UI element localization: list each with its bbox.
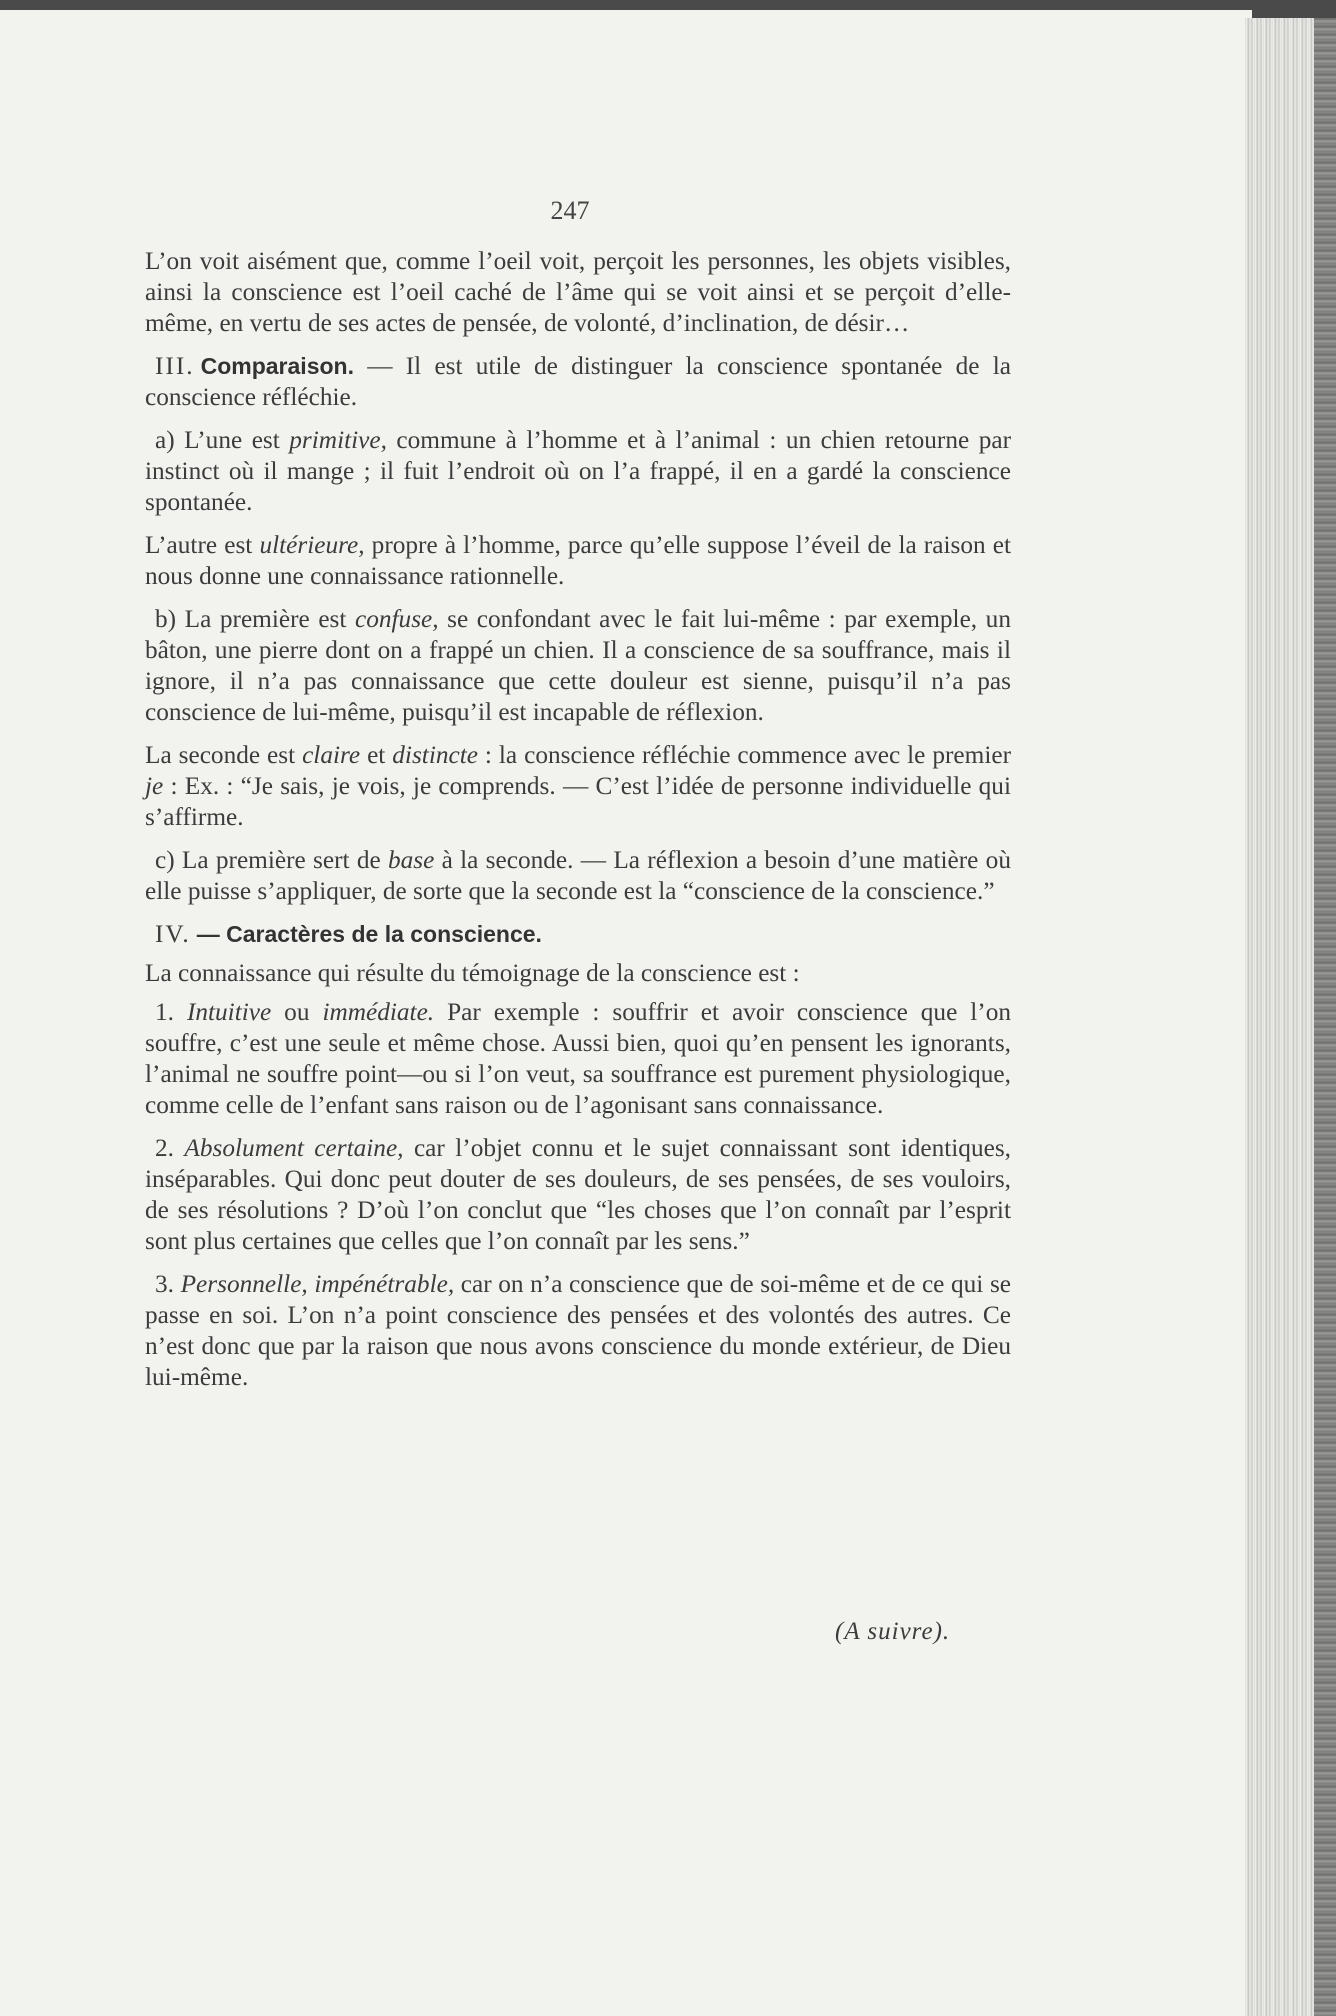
text-run: c) La première sert de <box>155 846 388 874</box>
paragraph-autre <box>145 530 1011 592</box>
text-run: : la conscience réfléchie commence avec le premier <box>478 741 1011 769</box>
italic-term: je <box>145 772 164 800</box>
italic-term: ultérieure, <box>259 531 365 559</box>
text-run: 3. <box>155 1270 181 1298</box>
paragraph-seconde <box>145 740 1011 833</box>
book-page-edges <box>1245 18 1336 2016</box>
italic-term: base <box>388 846 435 874</box>
section-heading-caracteres: — Caractères de la conscience. <box>196 921 542 947</box>
italic-term: Absolument certaine, <box>184 1134 404 1162</box>
text-run: a) L’une est <box>155 426 290 454</box>
to-be-continued: (A suivre). <box>835 1618 951 1645</box>
body-text <box>145 246 1011 1405</box>
text-run: Par exemple : souffrir et avoir conscience que l’on souffre, c’est une seule et même chose. Aussi bien, quoi qu’en pensent les ignorants, l’animal ne souffre point—ou si l’on veut, sa souffrance est purement physiologique, comme celle de l’enfant sans raison ou de l’agonisant sans connaissance. <box>145 998 1012 1119</box>
italic-term: immédiate. <box>322 998 435 1026</box>
italic-term: distincte <box>392 741 478 769</box>
text-run: : Ex. : “Je sais, je vois, je comprends. — C’est l’idée de personne individuelle qui s’affirme. <box>145 772 1011 831</box>
paragraph-c <box>145 845 1011 907</box>
section-heading-comparaison: Comparaison. <box>200 353 354 379</box>
italic-term: claire <box>302 741 361 769</box>
text-run: se confondant avec le fait lui-même : par exemple, un bâton, une pierre dont on a frappé un chien. Il a conscience de sa souffrance, mais il ignore, il n’a pas connaissance que cette douleur est sienne, puisqu’il n’a pas conscience de lui-même, puisqu’il est incapable de réflexion. <box>145 605 1011 726</box>
italic-term: confuse, <box>355 605 439 633</box>
book-page <box>0 10 1252 2016</box>
text-run: car l’objet connu et le sujet connaissant sont identiques, inséparables. Qui donc peut douter de ses douleurs, de ses pensées, de ses vouloirs, de ses résolutions ? D’où l’on conclut que “les choses que l’on connaît par l’esprit sont plus certaines que celles que l’on connaît par les sens.” <box>145 1134 1011 1255</box>
text-run: b) La première est <box>155 605 355 633</box>
italic-term: Intuitive <box>186 998 272 1026</box>
text-run: commune à l’homme et à l’animal : un chien retourne par instinct où il mange ; il fuit l’endroit où on l’a frappé, il en a gardé la conscience spontanée. <box>145 426 1011 516</box>
text-run: propre à l’homme, parce qu’elle suppose l’éveil de la raison et nous donne une connaissance rationnelle. <box>145 531 1011 590</box>
text-run: et <box>360 741 393 769</box>
text-run: à la seconde. — La réflexion a besoin d’une matière où elle puisse s’appliquer, de sorte que la seconde est la “conscience de la conscience.” <box>145 846 1011 905</box>
text-run: 2. <box>155 1134 185 1162</box>
text-run: 1. <box>155 998 187 1026</box>
paragraph-section-iii <box>145 351 1011 413</box>
section-iii-text: — Il est utile de distinguer la conscience spontanée de la conscience réfléchie. <box>145 352 1011 411</box>
page-number: 247 <box>550 196 590 225</box>
paragraph-intro: L’on voit aisément que, comme l’oeil voit, perçoit les personnes, les objets visibles, ainsi la conscience est l’oeil caché de l’âme qui se voit ainsi et se perçoit d’elle-même, en vertu de ses actes de pensée, de volonté, d’inclination, de désir… <box>145 247 1011 337</box>
paragraph-2 <box>145 1133 1011 1257</box>
section-number: IV. <box>155 920 191 948</box>
text-run: L’autre est <box>145 531 260 559</box>
paragraph-1 <box>145 997 1011 1121</box>
paragraph-3 <box>145 1269 1011 1393</box>
italic-term: Personnelle, impénétrable, <box>180 1270 455 1298</box>
text-run: ou <box>271 998 323 1026</box>
italic-term: primitive, <box>289 426 387 454</box>
paragraph-section-iv <box>145 919 1011 950</box>
text-run: La seconde est <box>145 741 303 769</box>
text-run: car on n’a conscience que de soi-même et de ce qui se passe en soi. L’on n’a point conscience des pensées et des volontés des autres. Ce n’est donc que par la raison que nous avons conscience du monde extérieur, de Dieu lui-même. <box>145 1270 1012 1391</box>
paragraph-connaissance: La connaissance qui résulte du témoignage de la conscience est : <box>145 959 800 987</box>
section-number: III. <box>155 352 195 380</box>
paragraph-a <box>145 425 1011 518</box>
paragraph-b <box>145 604 1011 728</box>
